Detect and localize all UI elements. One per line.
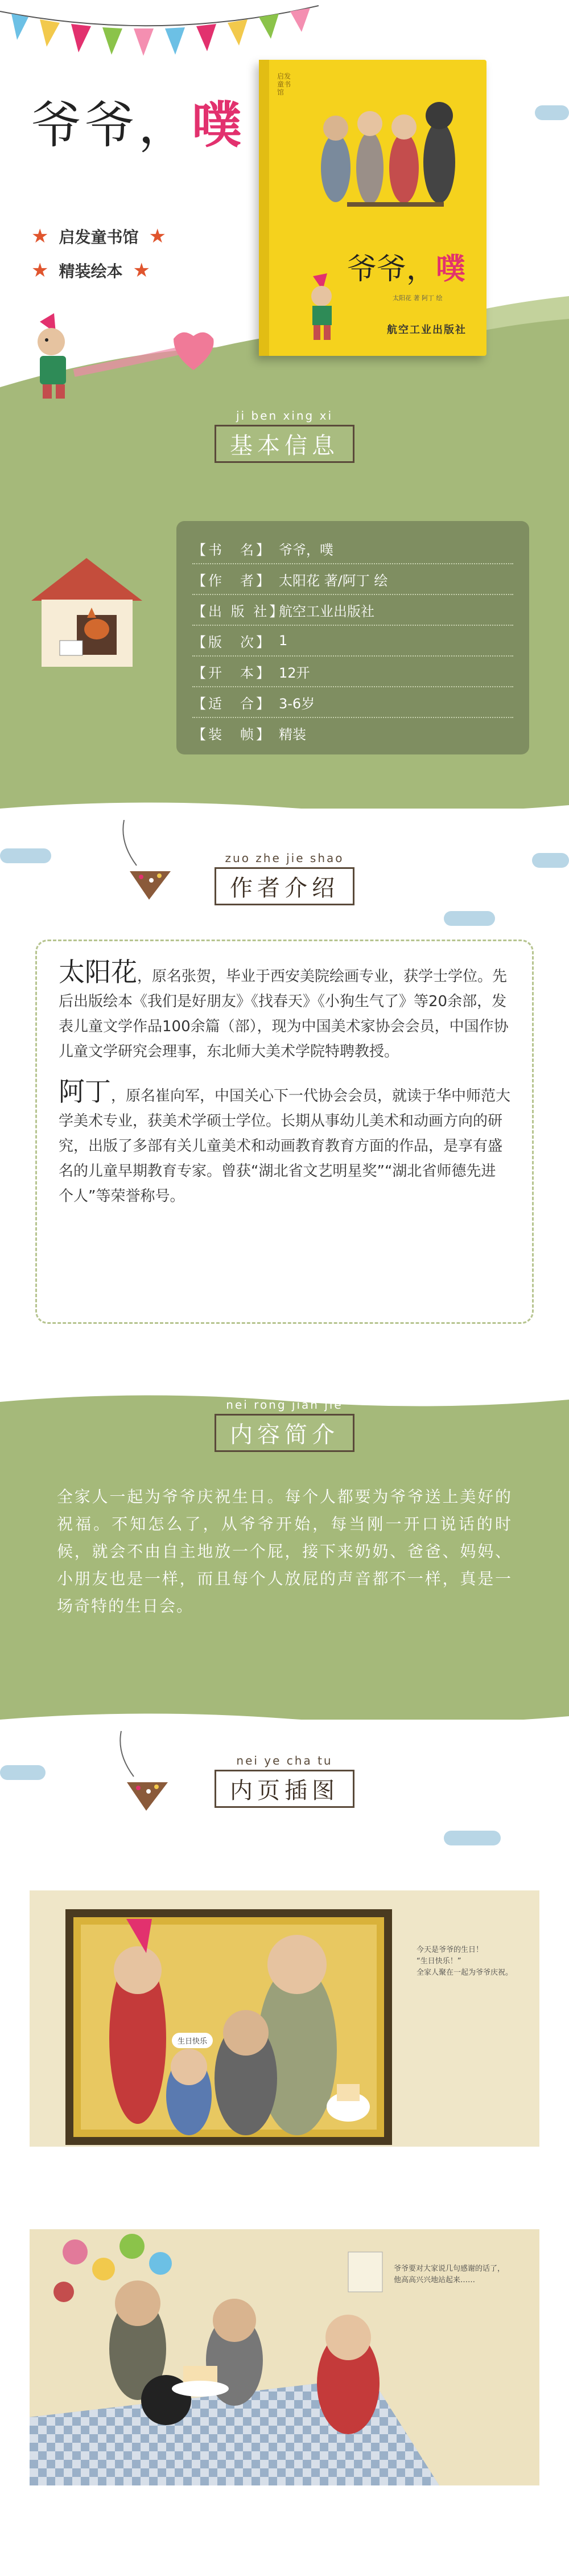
illustration-1 [30,1890,539,2147]
illustration-2 [30,2229,539,2485]
family-figures [313,83,472,242]
wavy-edge [0,1708,569,1731]
basic-info-box [176,521,529,754]
star-icon: ★ [31,225,49,248]
cloud-decoration [444,911,495,926]
author-intro-heading: zuo zhe jie shao 作者介绍 [215,851,354,905]
kite-icon [114,820,176,905]
illustrations-heading: nei ye cha tu 内页插图 [215,1754,354,1808]
cloud-decoration [444,1831,501,1845]
star-icon: ★ [149,225,166,248]
book-authors: 太阳花 著 阿丁 绘 [393,294,443,302]
content-intro-text: 全家人一起为爷爷庆祝生日。每个人都要为爷爷送上美好的祝福。不知怎么了，从爷爷开始，每当刚一开口说话的时候，就会不由自主地放一个屁，接下来奶奶、爸爸、妈妈、小朋友也是一样，而且每个人放屁的声音都不一样，真是一场奇特的生日会。 [57,1487,512,1615]
feature-item-2: ★ 精装绘本 ★ [31,259,150,282]
doghouse-illustration [26,555,148,669]
star-icon: ★ [31,259,49,282]
book-badge: 启发童书馆 [277,72,291,96]
info-row-author: 【作 者】 太阳花 著/阿丁 绘 [192,564,513,595]
info-row-format: 【开 本】 12开 [192,657,513,687]
feature-item-1: ★ 启发童书馆 ★ [31,225,166,248]
info-row-binding: 【装 帧】 精装 [192,726,306,743]
child-figure [293,270,356,344]
illustration-2-caption: 爷爷要对大家说几句感谢的话了， 他高高兴兴地站起来…… [394,2265,505,2284]
basic-info-heading: ji ben xing xi 基本信息 [215,409,354,463]
cloud-decoration [0,848,51,863]
author-intro-box [35,940,534,1324]
author-bio-1: 太阳花，原名张贺，毕业于西安美院绘画专业，获学士学位。先后出版绘本《我们是好朋友》《找春天》《小狗生气了》等20余部，发表儿童文学作品100余篇（部），现为中国美术家协会会员，中国作协儿童文学研究会理事，东北师大美术学院特聘教授。 [59,957,509,1060]
illustration-1-caption: 今天是爷爷的生日！ “生日快乐！” 全家人聚在一起为爷爷庆祝。 [417,1946,513,1977]
page-title: 爷爷，噗 [31,95,246,154]
star-icon: ★ [133,259,150,282]
wavy-edge [0,797,569,820]
speech-bubble: 生日快乐 [172,2033,213,2048]
info-row-age: 【适 合】 3-6岁 [192,687,513,718]
book-publisher: 航空工业出版社 [387,324,467,336]
cloud-decoration [535,105,569,120]
hero-section [0,0,569,399]
info-row-publisher: 【出 版 社】 航空工业出版社 [192,595,513,626]
book-title: 爷爷，噗 [347,252,466,286]
book-cover [259,60,486,356]
kite-icon [111,1731,174,1816]
info-row-edition: 【版 次】 1 [192,626,513,657]
cloud-decoration [532,853,569,868]
bunting-decoration [0,0,319,63]
author-bio-2: 阿丁，原名崔向军，中国关心下一代协会会员，就读于华中师范大学美术专业，获美术学硕士学位。长期从事幼儿美术和动画方向的研究，出版了多部有关儿童美术和动画教育教育方面的作品，是享有盛名的儿童早期教育专家。曾获“湖北省文艺明星奖”“湖北省师德先进个人”等荣誉称号。 [59,1076,511,1205]
boy-kite-illustration [11,310,222,399]
cloud-decoration [0,1765,46,1780]
content-intro-heading: nei rong jian jie 内容简介 [215,1398,354,1452]
info-row-title: 【书 名】 爷爷，噗 [192,534,513,564]
